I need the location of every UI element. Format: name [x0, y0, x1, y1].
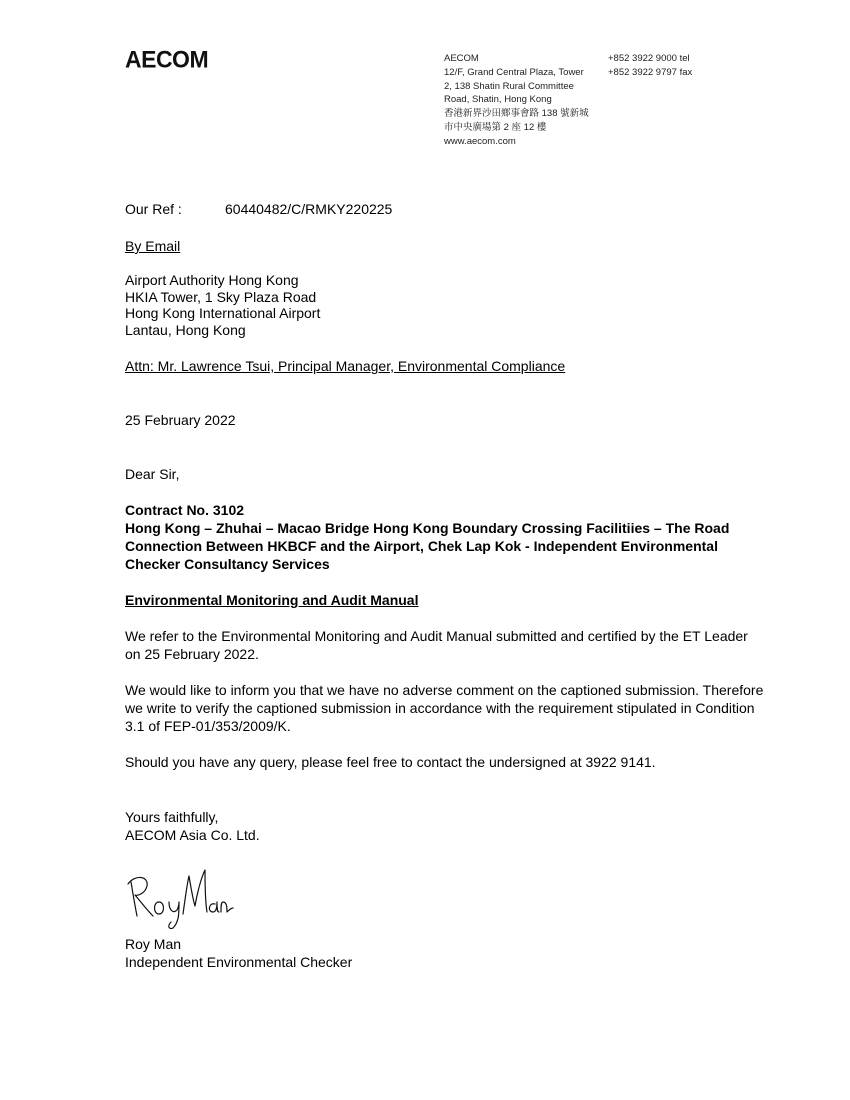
address-line-chinese: 市中央廣場第 2 座 12 樓	[444, 121, 547, 133]
subject-line: Checker Consultancy Services	[125, 556, 330, 572]
delivery-method: By Email	[125, 238, 181, 254]
paragraph-line: on 25 February 2022.	[125, 646, 259, 662]
reference-label: Our Ref :	[125, 201, 182, 217]
salutation: Dear Sir,	[125, 466, 180, 482]
address-line-chinese: 香港新界沙田鄉事會路 138 號新城	[444, 108, 589, 120]
recipient-address	[125, 272, 755, 339]
valediction: Yours faithfully,	[125, 809, 219, 825]
company-logo: AECOM	[125, 45, 209, 73]
paragraph-line: We refer to the Environmental Monitoring and Audit Manual submitted and certified by the ET Leader	[125, 628, 748, 644]
subject-block	[125, 501, 755, 573]
paragraph-1	[125, 627, 755, 663]
address-line: 12/F, Grand Central Plaza, Tower	[444, 66, 584, 78]
handwritten-signature	[125, 864, 235, 935]
company-address-block	[444, 52, 589, 149]
recipient-line: Lantau, Hong Kong	[125, 322, 246, 339]
recipient-line: Hong Kong International Airport	[125, 305, 321, 322]
website-link[interactable]: www.aecom.com	[444, 135, 516, 147]
signatory-block	[125, 935, 755, 971]
company-name: AECOM Asia Co. Ltd.	[125, 827, 260, 843]
subject-line: Hong Kong – Zhuhai – Macao Bridge Hong Kong Boundary Crossing Facilitiies – The Road	[125, 520, 730, 536]
recipient-line: Airport Authority Hong Kong	[125, 272, 299, 288]
address-line: AECOM	[444, 53, 479, 64]
reference-row	[125, 201, 392, 217]
paragraph-line: 3.1 of FEP-01/353/2009/K.	[125, 718, 291, 734]
subject-heading: Environmental Monitoring and Audit Manual	[125, 592, 419, 608]
paragraph-line: we write to verify the captioned submission in accordance with the requirement stipulated in Condition	[125, 700, 755, 716]
paragraph-line: We would like to inform you that we have no adverse comment on the captioned submission. Therefore	[125, 682, 764, 698]
paragraph-line: Should you have any query, please feel free to contact the undersigned at 3922 9141.	[125, 754, 656, 770]
signatory-name: Roy Man	[125, 936, 182, 952]
recipient-line: HKIA Tower, 1 Sky Plaza Road	[125, 288, 317, 305]
address-line: 2, 138 Shatin Rural Committee	[444, 80, 574, 92]
paragraph-2	[125, 681, 764, 735]
telephone-number: +852 3922 9000 tel	[608, 53, 690, 64]
reference-number: 60440482/C/RMKY220225	[225, 201, 393, 217]
fax-number: +852 3922 9797 fax	[608, 66, 693, 78]
attention-line: Attn: Mr. Lawrence Tsui, Principal Manager, Environmental Compliance	[125, 358, 566, 374]
closing-block	[125, 808, 755, 844]
letter-date: 25 February 2022	[125, 412, 236, 428]
contact-block	[608, 52, 692, 80]
signatory-title: Independent Environmental Checker	[125, 954, 353, 970]
subject-line: Connection Between HKBCF and the Airport, Chek Lap Kok - Independent Environmental	[125, 538, 718, 554]
address-line: Road, Shatin, Hong Kong	[444, 94, 552, 106]
contract-number: Contract No. 3102	[125, 502, 245, 518]
paragraph-3	[125, 753, 755, 771]
